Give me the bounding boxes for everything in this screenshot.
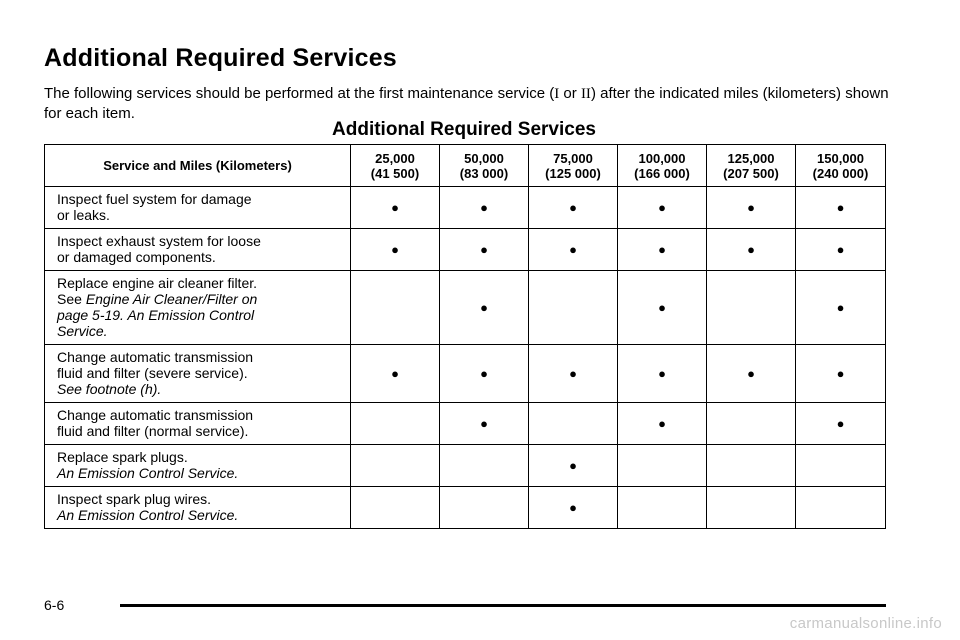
interval-cell xyxy=(529,445,618,487)
interval-cell xyxy=(796,271,886,345)
interval-cell xyxy=(618,403,707,445)
table-row xyxy=(45,187,886,229)
service-due-bullet-icon: ● xyxy=(836,366,845,381)
interval-cell xyxy=(529,229,618,271)
interval-cell xyxy=(618,487,707,529)
interval-cell xyxy=(707,445,796,487)
service-text-line: Replace engine air cleaner filter. xyxy=(57,275,258,291)
interval-cell xyxy=(796,345,886,403)
interval-km: (240 000) xyxy=(812,165,869,181)
interval-km: (166 000) xyxy=(634,165,690,181)
interval-miles: 50,000 xyxy=(464,150,504,166)
service-reference: An Emission Control Service. xyxy=(57,507,239,523)
service-due-bullet-icon: ● xyxy=(391,366,399,381)
service-due-bullet-icon: ● xyxy=(836,200,845,215)
interval-cell xyxy=(351,229,440,271)
service-text-line: fluid and filter (normal service). xyxy=(57,423,249,439)
service-description xyxy=(45,187,351,229)
interval-cell xyxy=(796,445,886,487)
intro-paragraph xyxy=(44,84,904,123)
header-service: Service and Miles (Kilometers) xyxy=(45,145,351,187)
interval-miles: 125,000 xyxy=(727,150,775,166)
service-due-bullet-icon: ● xyxy=(658,200,666,215)
service-description xyxy=(45,445,351,487)
service-due-bullet-icon: ● xyxy=(569,366,577,381)
interval-cell xyxy=(707,229,796,271)
service-text-line: Change automatic transmission xyxy=(57,407,254,423)
interval-cell xyxy=(707,403,796,445)
service-reference: page 5-19. An Emission Control xyxy=(57,307,255,323)
service-due-bullet-icon: ● xyxy=(480,200,488,215)
service-due-bullet-icon: ● xyxy=(480,300,488,315)
service-reference: Service. xyxy=(57,323,108,339)
interval-miles: 150,000 xyxy=(817,150,864,166)
table-row xyxy=(45,271,886,345)
intro-roman-two: II xyxy=(580,86,591,102)
interval-cell xyxy=(351,445,440,487)
service-ref-prefix: See xyxy=(57,291,86,307)
service-text-line: fluid and filter (severe service). xyxy=(57,365,248,381)
page-number: 6-6 xyxy=(44,597,65,613)
intro-text-or: or xyxy=(559,85,581,102)
service-text-line: Inspect spark plug wires. xyxy=(57,491,212,507)
service-due-bullet-icon: ● xyxy=(391,200,399,215)
service-due-bullet-icon: ● xyxy=(569,200,577,215)
interval-cell xyxy=(351,403,440,445)
interval-km: (125 000) xyxy=(545,165,601,181)
interval-cell xyxy=(707,345,796,403)
intro-text-start: The following services should be performed at the first maintenance service ( xyxy=(44,85,555,102)
service-text-line: Replace spark plugs. xyxy=(57,449,188,465)
interval-cell xyxy=(618,187,707,229)
services-table xyxy=(44,144,886,529)
interval-miles: 25,000 xyxy=(375,150,415,166)
interval-cell xyxy=(440,187,529,229)
table-row xyxy=(45,445,886,487)
interval-cell xyxy=(351,187,440,229)
service-text-line: Inspect fuel system for damage xyxy=(57,191,252,207)
interval-cell xyxy=(796,229,886,271)
interval-cell xyxy=(440,403,529,445)
interval-cell xyxy=(351,271,440,345)
header-interval-125000 xyxy=(707,145,796,187)
interval-cell xyxy=(796,487,886,529)
interval-cell xyxy=(707,187,796,229)
interval-km: (207 500) xyxy=(723,165,779,181)
intro-text-end: ) after the indicated miles (kilometers) shown for each item. xyxy=(44,85,889,122)
header-interval-25000 xyxy=(351,145,440,187)
service-due-bullet-icon: ● xyxy=(658,300,666,315)
interval-km: (41 500) xyxy=(370,165,420,181)
table-body xyxy=(45,187,886,529)
service-due-bullet-icon: ● xyxy=(569,500,577,515)
interval-miles: 100,000 xyxy=(638,150,686,166)
interval-cell xyxy=(529,345,618,403)
service-due-bullet-icon: ● xyxy=(658,416,666,431)
interval-cell xyxy=(440,345,529,403)
interval-cell xyxy=(529,271,618,345)
interval-cell xyxy=(351,345,440,403)
service-due-bullet-icon: ● xyxy=(658,366,666,381)
service-reference: Engine Air Cleaner/Filter on xyxy=(85,291,258,307)
header-interval-75000 xyxy=(529,145,618,187)
service-text-line: Inspect exhaust system for loose xyxy=(57,233,261,249)
header-interval-100000 xyxy=(618,145,707,187)
service-due-bullet-icon: ● xyxy=(836,416,845,431)
table-row xyxy=(45,487,886,529)
interval-cell xyxy=(796,403,886,445)
interval-miles: 75,000 xyxy=(553,150,593,166)
service-due-bullet-icon: ● xyxy=(480,416,488,431)
service-description xyxy=(45,487,351,529)
service-due-bullet-icon: ● xyxy=(569,242,577,257)
watermark: carmanualsonline.info xyxy=(789,615,942,632)
interval-cell xyxy=(618,445,707,487)
interval-cell xyxy=(707,487,796,529)
interval-cell xyxy=(440,229,529,271)
service-due-bullet-icon: ● xyxy=(747,200,755,215)
service-due-bullet-icon: ● xyxy=(480,366,488,381)
interval-cell xyxy=(796,187,886,229)
table-row xyxy=(45,345,886,403)
interval-cell xyxy=(529,487,618,529)
interval-cell xyxy=(529,403,618,445)
service-due-bullet-icon: ● xyxy=(569,458,577,473)
interval-cell xyxy=(618,229,707,271)
service-reference: An Emission Control Service. xyxy=(57,465,239,481)
service-due-bullet-icon: ● xyxy=(658,242,666,257)
table-row xyxy=(45,229,886,271)
interval-cell xyxy=(351,487,440,529)
footer-rule xyxy=(120,604,886,607)
interval-cell xyxy=(707,271,796,345)
service-description xyxy=(45,271,351,345)
interval-cell xyxy=(618,345,707,403)
header-interval-150000 xyxy=(796,145,886,187)
service-description xyxy=(45,345,351,403)
service-due-bullet-icon: ● xyxy=(391,242,399,257)
service-due-bullet-icon: ● xyxy=(480,242,488,257)
service-due-bullet-icon: ● xyxy=(747,242,755,257)
service-text-line: or leaks. xyxy=(57,207,110,223)
interval-cell xyxy=(440,271,529,345)
header-interval-50000 xyxy=(440,145,529,187)
service-text-line: Change automatic transmission xyxy=(57,349,254,365)
table-row xyxy=(45,403,886,445)
interval-cell xyxy=(440,445,529,487)
interval-cell xyxy=(440,487,529,529)
service-due-bullet-icon: ● xyxy=(836,300,845,315)
service-description xyxy=(45,403,351,445)
service-description xyxy=(45,229,351,271)
service-due-bullet-icon: ● xyxy=(747,366,755,381)
service-reference: See footnote (h). xyxy=(57,381,162,397)
interval-km: (83 000) xyxy=(459,165,509,181)
page-title: Additional Required Services xyxy=(44,44,397,72)
table-header-row xyxy=(45,145,886,187)
interval-cell xyxy=(618,271,707,345)
service-due-bullet-icon: ● xyxy=(836,242,845,257)
service-text-line: or damaged components. xyxy=(57,249,216,265)
interval-cell xyxy=(529,187,618,229)
intro-roman-one: I xyxy=(554,86,560,102)
table-title: Additional Required Services xyxy=(332,119,596,140)
